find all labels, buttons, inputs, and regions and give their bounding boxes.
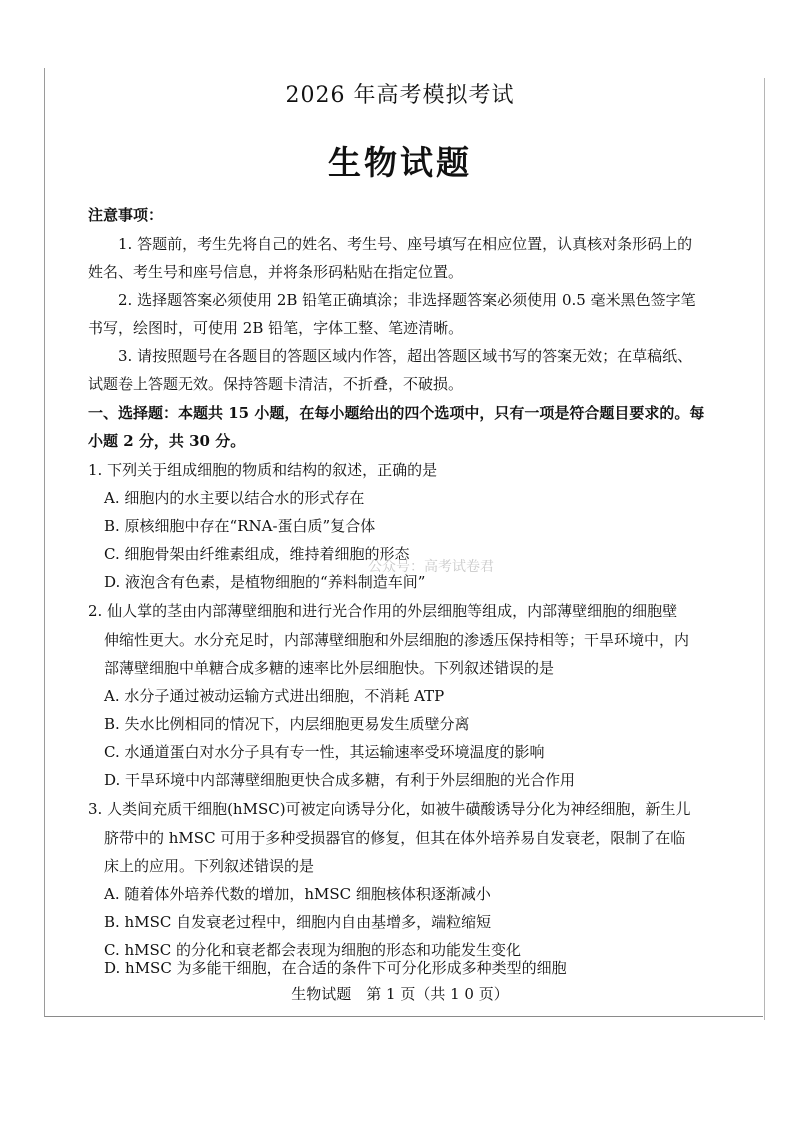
- page-footer: 生物试题 第 1 页（共 1 0 页）: [291, 985, 509, 1003]
- question-2-option-c: C. 水通道蛋白对水分子具有专一性，其运输速率受环境温度的影响: [104, 743, 545, 761]
- question-1-option-c: C. 细胞骨架由纤维素组成，维持着细胞的形态: [104, 545, 410, 563]
- question-3-stem-line-2: 脐带中的 hMSC 可用于多种受损器官的修复，但其在体外培养易自发衰老，限制了在临: [104, 829, 686, 847]
- exam-title: 2026 年高考模拟考试: [285, 83, 515, 108]
- question-2-option-d: D. 干旱环境中内部薄壁细胞更快合成多糖，有利于外层细胞的光合作用: [104, 771, 576, 789]
- section-heading-line-2: 小题 2 分，共 30 分。: [88, 432, 246, 450]
- section-heading-line-1: 一、选择题：本题共 15 小题，在每小题给出的四个选项中，只有一项是符合题目要求的。每: [88, 404, 705, 422]
- notice-item-3-line-2: 试题卷上答题无效。保持答题卡清洁，不折叠，不破损。: [88, 375, 464, 393]
- question-3-option-c: C. hMSC 的分化和衰老都会表现为细胞的形态和功能发生变化: [104, 941, 522, 959]
- question-2-option-a: A. 水分子通过被动运输方式进出细胞，不消耗 ATP: [104, 687, 445, 705]
- question-2-stem-line-2: 伸缩性更大。水分充足时，内部薄壁细胞和外层细胞的渗透压保持相等；干旱环境中，内: [104, 631, 690, 649]
- subject-title: 生物试题: [328, 143, 472, 182]
- watermark: 公众号：高考试卷君: [368, 559, 494, 575]
- notice-item-3-line-1: 3. 请按照题号在各题目的答题区域内作答，超出答题区域书写的答案无效；在草稿纸、: [118, 347, 693, 365]
- notice-item-2-line-1: 2. 选择题答案必须使用 2B 铅笔正确填涂；非选择题答案必须使用 0.5 毫米黑色签字笔: [118, 291, 696, 309]
- question-3-option-d: D. hMSC 为多能干细胞，在合适的条件下可分化形成多种类型的细胞: [104, 959, 567, 977]
- question-2-stem-line-3: 部薄壁细胞中单糖合成多糖的速率比外层细胞快。下列叙述错误的是: [104, 659, 555, 677]
- question-1-option-b: B. 原核细胞中存在“RNA-蛋白质”复合体: [104, 517, 376, 535]
- question-3-stem-line-3: 床上的应用。下列叙述错误的是: [104, 857, 315, 875]
- notice-item-1-line-1: 1. 答题前，考生先将自己的姓名、考生号、座号填写在相应位置，认真核对条形码上的: [118, 235, 693, 253]
- notice-item-1-line-2: 姓名、考生号和座号信息，并将条形码粘贴在指定位置。: [88, 263, 464, 281]
- question-1-option-a: A. 细胞内的水主要以结合水的形式存在: [104, 489, 365, 507]
- question-3-option-a: A. 随着体外培养代数的增加，hMSC 细胞核体积逐渐减小: [104, 885, 491, 903]
- question-1-stem: 1. 下列关于组成细胞的物质和结构的叙述，正确的是: [88, 461, 438, 479]
- question-3-stem-line-1: 3. 人类间充质干细胞(hMSC)可被定向诱导分化，如被牛磺酸诱导分化为神经细胞，新生儿: [88, 800, 691, 818]
- notice-item-2-line-2: 书写，绘图时，可使用 2B 铅笔，字体工整、笔迹清晰。: [88, 319, 464, 337]
- question-1-option-d: D. 液泡含有色素，是植物细胞的“养料制造车间”: [104, 573, 426, 591]
- question-2-stem-line-1: 2. 仙人掌的茎由内部薄壁细胞和进行光合作用的外层细胞等组成，内部薄壁细胞的细胞壁: [88, 602, 678, 620]
- question-2-option-b: B. 失水比例相同的情况下，内层细胞更易发生质壁分离: [104, 715, 470, 733]
- question-3-option-b: B. hMSC 自发衰老过程中，细胞内自由基增多，端粒缩短: [104, 913, 492, 931]
- notice-heading: 注意事项：: [88, 206, 164, 224]
